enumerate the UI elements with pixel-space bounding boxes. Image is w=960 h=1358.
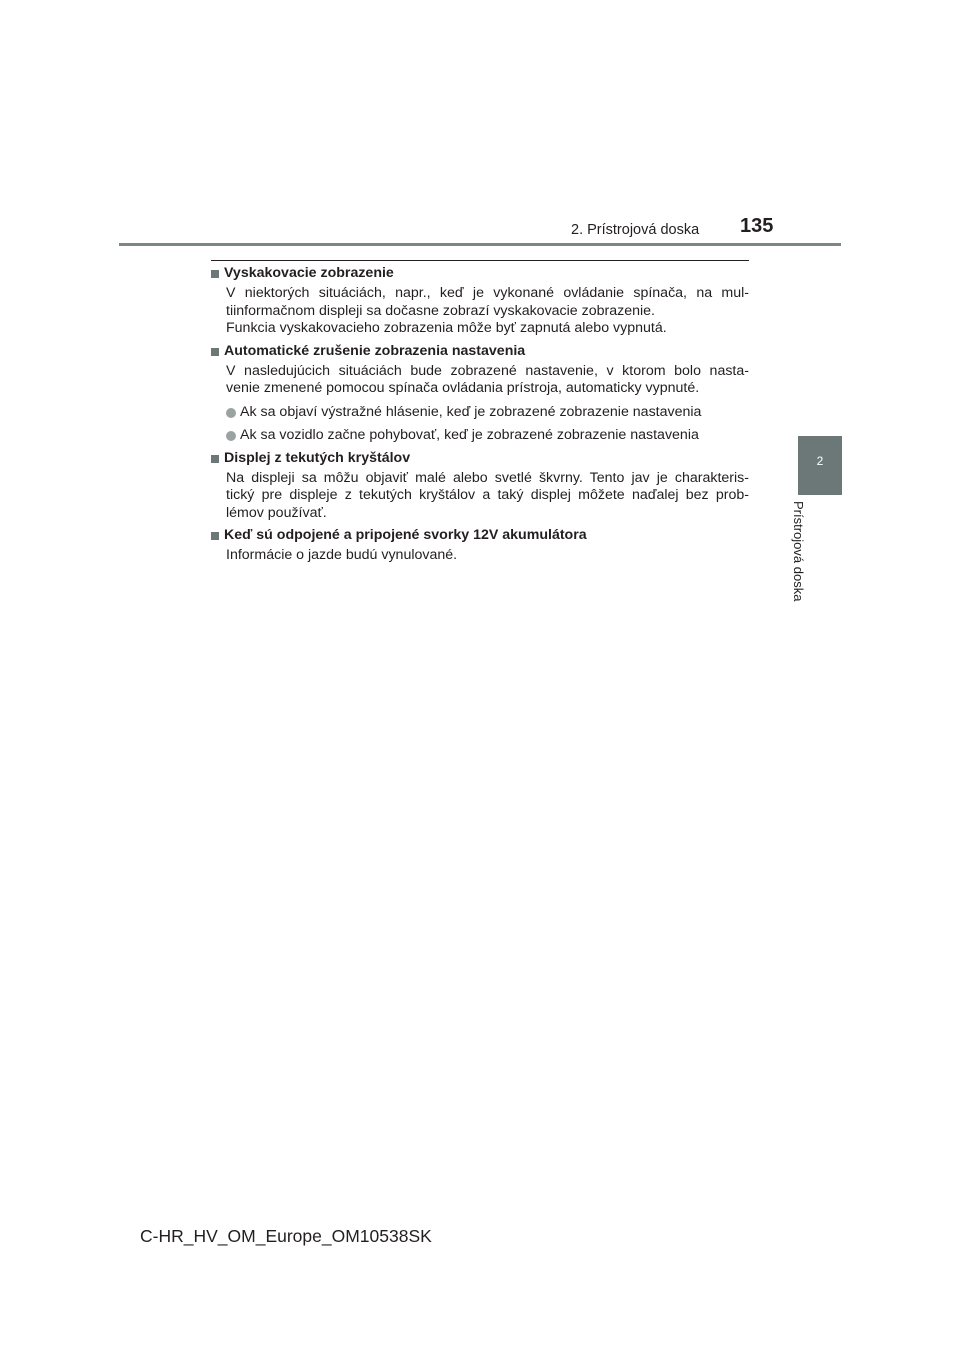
paragraph-line: V nasledujúcich situáciách bude zobrazené nastavenie, v ktorom bolo nasta-: [226, 362, 749, 379]
section-battery-terminals: [211, 527, 749, 565]
round-bullet-icon: [226, 431, 236, 441]
chapter-tab: [798, 436, 842, 495]
round-bullet-icon: [226, 408, 236, 418]
paragraph-line: Informácie o jazde budú vynulované.: [226, 547, 458, 563]
section-heading-text: Automatické zrušenie zobrazenia nastavenia: [224, 342, 526, 359]
list-item-text: Ak sa objaví výstražné hlásenie, keď je zobrazené zobrazenie nastavenia: [240, 403, 702, 420]
section-paragraph: [226, 470, 749, 523]
paragraph-line: tický pre displeje z tekutých kryštálov a taký displej môžete naďalej bez prob-: [226, 487, 749, 503]
footer-doc-id: C-HR_HV_OM_Europe_OM10538SK: [140, 1226, 432, 1246]
paragraph-line: venie zmenené pomocou spínača ovládania prístroja, automaticky vypnuté.: [226, 380, 700, 396]
page-content: [211, 265, 749, 570]
page-number: 135: [740, 215, 774, 237]
section-popup-display: [211, 265, 749, 338]
section-paragraph: [226, 363, 749, 398]
list-item: [226, 427, 749, 445]
section-heading: [211, 343, 749, 361]
section-auto-cancel-settings: [211, 343, 749, 445]
list-item-text: Ak sa vozidlo začne pohybovať, keď je zobrazené zobrazenie nastavenia: [240, 427, 699, 443]
square-bullet-icon: [211, 348, 219, 356]
section-heading: [211, 527, 749, 545]
section-heading: [211, 265, 749, 283]
paragraph-line: Na displeji sa môžu objaviť malé alebo svetlé škvrny. Tento jav je charakteris-: [226, 469, 749, 486]
paragraph-line: V niektorých situáciách, napr., keď je vykonané ovládanie spínača, na mul-: [226, 285, 749, 301]
chapter-tab-number: 2: [816, 454, 824, 468]
paragraph-line: tiinformačnom displeji sa dočasne zobrazí vyskakovacie zobrazenie.: [226, 302, 655, 319]
section-paragraph: [226, 285, 749, 338]
section-heading-text: Displej z tekutých kryštálov: [224, 449, 411, 466]
section-heading-text: Keď sú odpojené a pripojené svorky 12V akumulátora: [224, 527, 587, 544]
header-rule: [119, 243, 841, 246]
section-heading: [211, 450, 749, 468]
section-heading-text: Vyskakovacie zobrazenie: [224, 265, 394, 282]
square-bullet-icon: [211, 270, 219, 278]
paragraph-line: lémov používať.: [226, 504, 327, 521]
header-section-title: 2. Prístrojová doska: [571, 222, 700, 238]
chapter-tab-label: Prístrojová doska: [791, 501, 806, 602]
paragraph-line: Funkcia vyskakovacieho zobrazenia môže byť zapnutá alebo vypnutá.: [226, 320, 667, 336]
square-bullet-icon: [211, 455, 219, 463]
content-top-rule: [211, 260, 749, 261]
list-item: [226, 404, 749, 422]
square-bullet-icon: [211, 532, 219, 540]
section-paragraph: [226, 547, 749, 565]
section-lcd-display: [211, 450, 749, 523]
